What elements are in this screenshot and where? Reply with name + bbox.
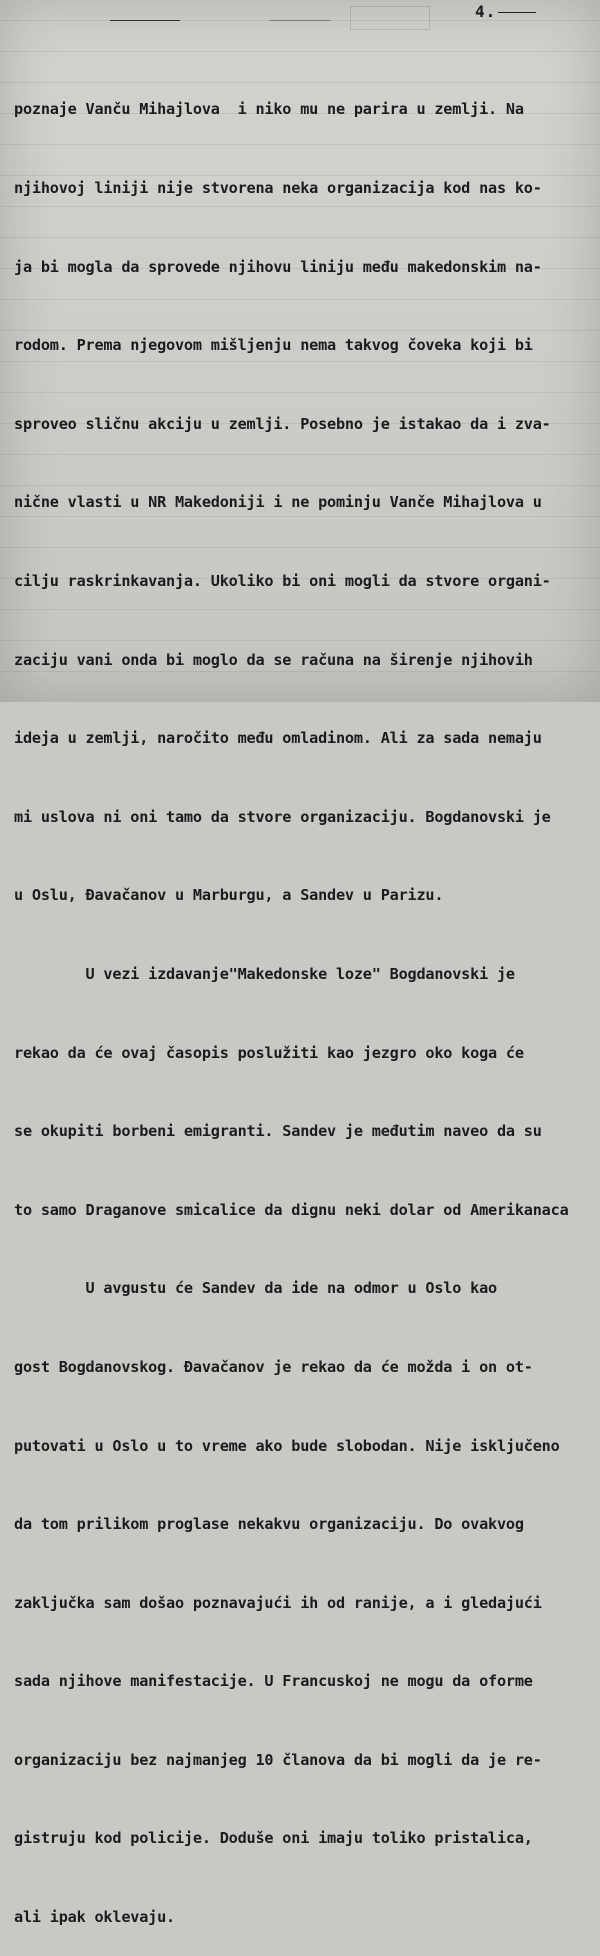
text-line: sproveo sličnu akciju u zemlji. Posebno je istakao da i zva- — [14, 414, 551, 433]
typewritten-body — [14, 44, 600, 1956]
text-line: organizaciju bez najmanjeg 10 članova da bi mogli da je re- — [14, 1750, 542, 1769]
page-number-value: 4. — [475, 2, 497, 21]
text-line: zaključka sam došao poznavajući ih od ranije, a i gledajući — [14, 1593, 542, 1612]
text-line: mi uslova ni oni tamo da stvore organizaciju. Bogdanovski je — [14, 807, 551, 826]
text-line: se okupiti borbeni emigranti. Sandev je međutim naveo da su — [14, 1122, 542, 1141]
text-line: nične vlasti u NR Makedoniji i ne pominju Vanče Mihajlova u — [14, 493, 542, 512]
text-line: ja bi mogla da sprovede njihovu liniju među makedonskim na- — [14, 257, 542, 276]
page-number-dash — [498, 12, 536, 13]
faded-stamp — [350, 6, 430, 30]
text-line: u Oslu, Đavačanov u Marburgu, a Sandev u Parizu. — [14, 886, 444, 905]
text-line: gost Bogdanovskog. Đavačanov je rekao da će možda i on ot- — [14, 1357, 533, 1376]
text-line: putovati u Oslo u to vreme ako bude slobodan. Nije isključeno — [14, 1436, 560, 1455]
text-line: rodom. Prema njegovom mišljenju nema takvog čoveka koji bi — [14, 336, 533, 355]
text-line: ali ipak oklevaju. — [14, 1908, 175, 1927]
text-line: U vezi izdavanje"Makedonske loze" Bogdanovski je — [14, 964, 515, 983]
text-line: poznaje Vanču Mihajlova i niko mu ne parira u zemlji. Na — [14, 100, 524, 119]
text-line: rekao da će ovaj časopis poslužiti kao jezgro oko koga će — [14, 1043, 524, 1062]
page-number — [475, 2, 536, 21]
text-line: cilju raskrinkavanja. Ukoliko bi oni mogli da stvore organi- — [14, 571, 551, 590]
header-rule-middle — [270, 20, 330, 21]
text-line: U avgustu će Sandev da ide na odmor u Oslo kao — [14, 1279, 497, 1298]
text-line: sada njihove manifestacije. U Francuskoj ne mogu da oforme — [14, 1672, 533, 1691]
text-line: gistruju kod policije. Doduše oni imaju toliko pristalica, — [14, 1829, 533, 1848]
text-line: to samo Draganove smicalice da dignu neki dolar od Amerikanaca — [14, 1200, 569, 1219]
text-line: njihovoj liniji nije stvorena neka organizacija kod nas ko- — [14, 179, 542, 197]
text-line: da tom prilikom proglase nekakvu organizaciju. Do ovakvog — [14, 1515, 524, 1534]
text-line: zaciju vani onda bi moglo da se računa na širenje njihovih — [14, 650, 533, 669]
header-rule-left — [110, 20, 180, 21]
text-line: ideja u zemlji, naročito među omladinom. Ali za sada nemaju — [14, 729, 542, 748]
